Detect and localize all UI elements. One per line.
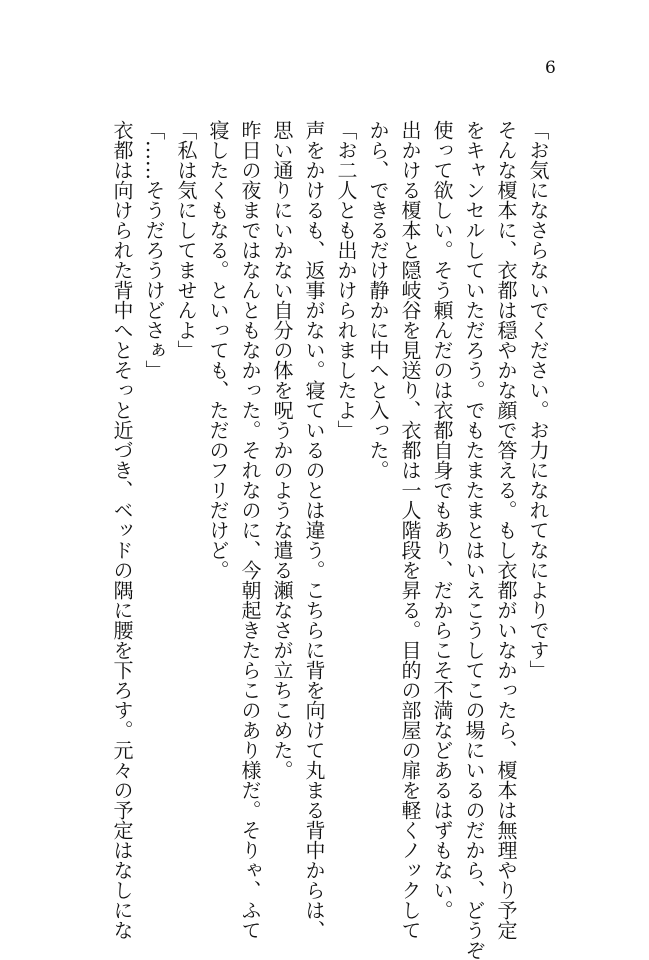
text-line: そんな榎本に、衣都は穏やかな顔で答える。もし衣都がいなかったら、榎本は無理やり予定 (494, 120, 518, 940)
text-line: 「私は気にしてませんよ」 (174, 120, 198, 360)
text-line: 昨日の夜まではなんともなかった。それなのに、今朝起きたらこのあり様だ。そりゃ、ふて (238, 120, 262, 940)
text-line: をキャンセルしていただろう。でもたまたまとはいえこうしてこの場にいるのだから、どうぞ (462, 120, 486, 960)
text-line: 使って欲しい。そう頼んだのは衣都自身でもあり、だからこそ不満などあるはずもない。 (430, 120, 454, 920)
body-text (106, 120, 554, 960)
text-line: 思い通りにいかない自分の体を呪うかのような遣る瀬なさが立ちこめた。 (270, 120, 294, 780)
text-line: 衣都は向けられた背中へとそっと近づき、ベッドの隅に腰を下ろす。元々の予定はなしにな (110, 120, 134, 940)
text-line: 「お二人とも出かけられましたよ」 (334, 120, 358, 440)
text-line: 「お気になさらないでください。お力になれてなによりです」 (526, 120, 550, 680)
text-line: 声をかけるも、返事がない。寝ているのとは違う。こちらに背を向けて丸まる背中からは、 (302, 120, 326, 940)
text-line: から、できるだけ静かに中へと入った。 (366, 120, 390, 480)
text-line: 出かける榎本と隠岐谷を見送り、衣都は一人階段を昇る。目的の部屋の扉を軽くノックして (398, 120, 422, 940)
text-line: 寝したくもなる。といっても、ただのフリだけど。 (206, 120, 230, 580)
page-number: 6 (545, 58, 556, 78)
text-line: 「……そうだろうけどさぁ」 (142, 120, 166, 380)
